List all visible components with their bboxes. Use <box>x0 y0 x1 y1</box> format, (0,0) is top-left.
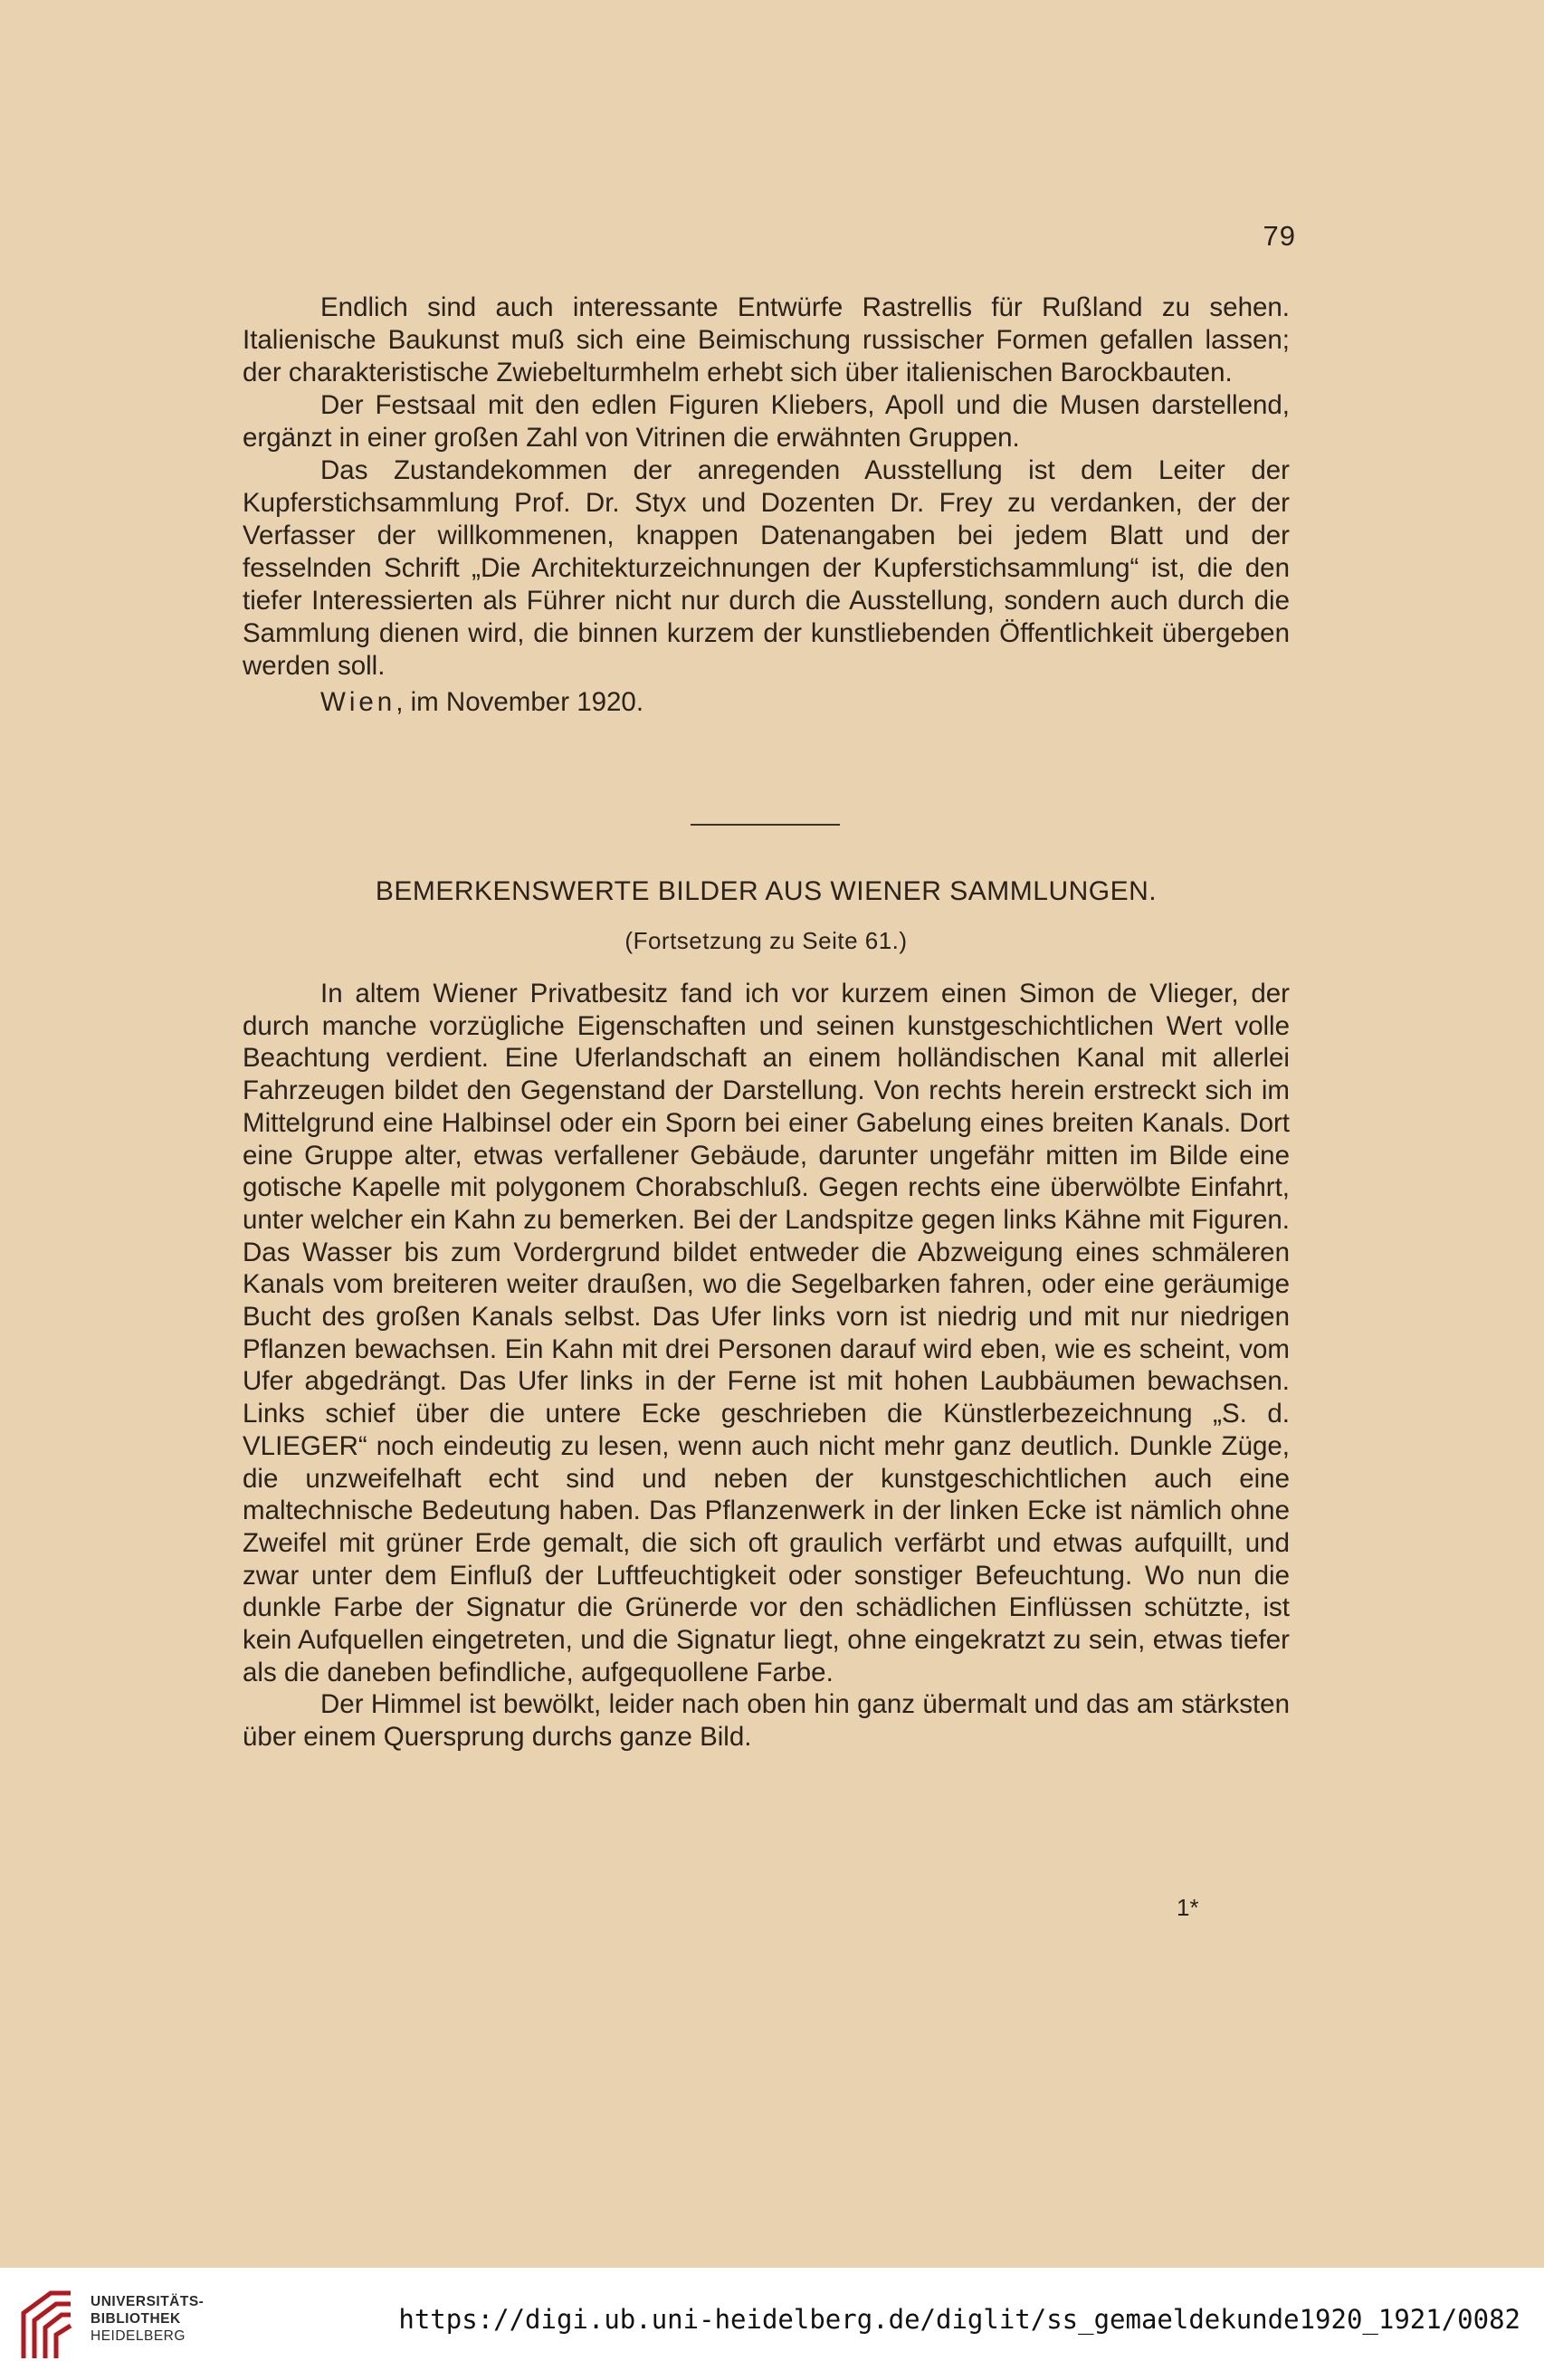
section-title: BEMERKENSWERTE BILDER AUS WIENER SAMMLUNGEN. <box>375 876 1158 906</box>
signature-mark: 1* <box>1177 1894 1199 1921</box>
paragraph: Der Festsaal mit den edlen Figuren Kliebers, Apoll und die Musen darstellend, ergänzt in einer großen Zahl von Vitrinen die erwähnten Gruppen. <box>243 390 1290 453</box>
section-divider <box>691 824 840 826</box>
paragraph: In altem Wiener Privatbesitz fand ich vor kurzem einen Simon de Vlieger, der durch manche vorzügliche Eigenschaften und seinen kunstgeschichtlichen Wert volle Beachtung verdient. Eine Uferlandschaft an einem holländischen Kanal mit allerlei Fahrzeugen bildet den Gegenstand der Darstellung. Von rechts herein erstreckt sich im Mittelgrund eine Halbinsel oder ein Sporn bei einer Gabelung eines breiten Kanals. Dort eine Gruppe alter, etwas verfallener Gebäude, darunter ungefähr mitten im Bilde eine gotische Kapelle mit polygonem Chorabschluß. Gegen rechts eine überwölbte Einfahrt, unter welcher ein Kahn zu bemerken. Bei der Landspitze gegen links Kähne mit Figuren. Das Wasser bis zum Vordergrund bildet entweder die Abzweigung eines schmäleren Kanals vom breiteren weiter draußen, wo die Segelbarken fahren, oder eine geräumige Bucht des großen Kanals selbst. Das Ufer links vorn ist niedrig und mit nur niedrigen Pflanzen bewachsen. Ein Kahn mit drei Personen darauf wird eben, wie es scheint, vom Ufer abgedrängt. Das Ufer links in der Ferne ist mit hohen Laubbäumen bewachsen. Links schief über die untere Ecke geschrieben die Künstlerbezeichnung „S. d. VLIEGER“ noch eindeutig zu lesen, wenn auch nicht mehr ganz deutlich. Dunkle Züge, die unzweifelhaft echt sind und neben der kunstgeschichtlichen auch eine maltechnische Bedeutung haben. Das Pflanzenwerk in der linken Ecke ist nämlich ohne Zweifel mit grüner Erde gemalt, die sich oft graulich verfärbt und etwas aufquillt, und zwar unter dem Einfluß der Luftfeuchtigkeit oder sonstiger Befeuchtung. Wo nun die dunkle Farbe der Signatur die Grünerde vor den schädlichen Einflüssen schützte, ist kein Aufquellen eingetreten, und die Signatur liegt, ohne eingekratzt zu sein, etwas tiefer als die daneben befindliche, aufgequollene Farbe. <box>243 979 1290 1687</box>
article-body <box>243 978 1290 1754</box>
article-ending <box>243 292 1290 719</box>
library-name-line: BIBLIOTHEK <box>91 2311 181 2327</box>
dateline-place: Wien <box>320 687 396 717</box>
section-subtitle: (Fortsetzung zu Seite 61.) <box>624 927 908 954</box>
library-name-line: HEIDELBERG <box>91 2328 186 2344</box>
page-number: 79 <box>1263 220 1296 252</box>
dateline-date: , im November 1920. <box>396 687 644 717</box>
library-name <box>91 2293 204 2345</box>
paragraph: Der Himmel ist bewölkt, leider nach oben hin ganz übermalt und das am stärksten über einem Quersprung durchs ganze Bild. <box>243 1689 1290 1753</box>
library-logo-icon <box>16 2286 80 2364</box>
library-name-line: UNIVERSITÄTS- <box>91 2294 205 2309</box>
paragraph: Endlich sind auch interessante Entwürfe Rastrellis für Rußland zu sehen. Italienische Baukunst muß sich eine Beimischung russischer Formen gefallen lassen; der charakteristische Zwiebelturmhelm erhebt sich über italienischen Barockbauten. <box>243 292 1290 387</box>
dateline <box>243 686 1290 719</box>
paragraph: Das Zustandekommen der anregenden Ausstellung ist dem Leiter der Kupferstichsammlung Prof. Dr. Styx und Dozenten Dr. Frey zu verdanken, der der Verfasser der willkommenen, knappen Datenangaben bei jedem Blatt und der fesselnden Schrift „Die Architekturzeichnungen der Kupferstichsammlung“ ist, die den tiefer Interessierten als Führer nicht nur durch die Ausstellung, sondern auch durch die Sammlung dienen wird, die binnen kurzem der kunstliebenden Öffentlichkeit übergeben werden soll. <box>243 455 1290 681</box>
viewer-footer <box>0 2268 1544 2380</box>
permalink-url[interactable]: https://digi.ub.uni-heidelberg.de/diglit/ss_gemaeldekunde1920_1921/0082 <box>398 2304 1520 2335</box>
